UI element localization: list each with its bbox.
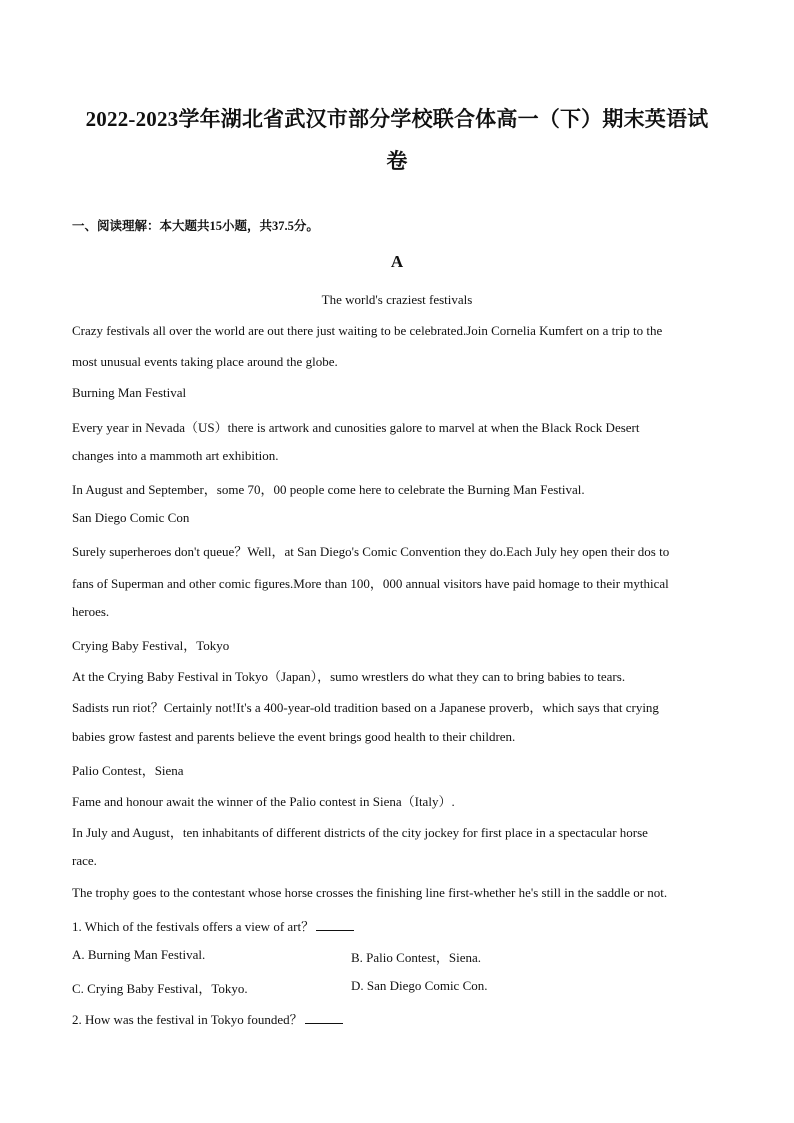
passage-title: The world's craziest festivals [321, 292, 473, 307]
paragraph-line: most unusual events taking place around the globe. [72, 354, 338, 369]
title-line-1: 2022-2023学年湖北省武汉市部分学校联合体高一（下）期末英语试 [85, 107, 709, 131]
paragraph-line: Crazy festivals all over the world are out there just waiting to be celebrated.Join Cornelia Kumfert on a trip to the [72, 323, 663, 338]
question-2-text: 2. How was the festival in Tokyo founded？ [72, 1012, 303, 1027]
paragraph-line: race. [72, 853, 97, 868]
paragraph-line: heroes. [72, 604, 110, 619]
paragraph-line: Fame and honour await the winner of the Palio contest in Siena（Italy）. [72, 794, 455, 809]
question-1-option-c: C. Crying Baby Festival，Tokyo. [72, 981, 248, 996]
question-1-option-d: D. San Diego Comic Con. [351, 978, 488, 993]
answer-blank[interactable] [305, 1012, 343, 1024]
question-1 [72, 916, 354, 935]
paragraph-line: The trophy goes to the contestant whose horse crosses the finishing line first-whether he's still in the saddle or not. [72, 885, 668, 900]
passage-label: A [390, 252, 404, 271]
paragraph-line: At the Crying Baby Festival in Tokyo（Japan），sumo wrestlers do what they can to bring babies to tears. [72, 669, 626, 684]
paragraph-line: babies grow fastest and parents believe the event brings good health to their children. [72, 729, 516, 744]
subheading-crying-baby: Crying Baby Festival，Tokyo [72, 638, 230, 653]
subheading-comic-con: San Diego Comic Con [72, 510, 190, 525]
subheading-palio: Palio Contest，Siena [72, 763, 184, 778]
paragraph-line: Every year in Nevada（US）there is artwork and cunosities galore to marvel at when the Black Rock Desert [72, 420, 640, 435]
question-1-option-a: A. Burning Man Festival. [72, 947, 206, 962]
question-1-text: 1. Which of the festivals offers a view of art？ [72, 919, 315, 934]
paragraph-line: changes into a mammoth art exhibition. [72, 448, 279, 463]
paragraph-line: Sadists run riot？Certainly not!It's a 400-year-old tradition based on a Japanese proverb，which says that crying [72, 700, 659, 715]
paragraph-line: In August and September，some 70，00 people come here to celebrate the Burning Man Festival. [72, 482, 585, 497]
paragraph-line: Surely superheroes don't queue？Well，at San Diego's Comic Convention they do.Each July hey open their dos to [72, 544, 670, 559]
document-title [60, 98, 734, 182]
section-heading: 一、阅读理解：本大题共15小题，共37.5分。 [72, 219, 319, 233]
answer-blank[interactable] [316, 919, 354, 931]
question-1-option-b: B. Palio Contest，Siena. [351, 950, 482, 965]
paragraph-line: fans of Superman and other comic figures.More than 100，000 annual visitors have paid homage to their mythical [72, 576, 669, 591]
question-2 [72, 1009, 343, 1028]
paragraph-line: In July and August，ten inhabitants of different districts of the city jockey for first place in a spectacular horse [72, 825, 648, 840]
subheading-burning-man: Burning Man Festival [72, 385, 187, 400]
title-line-2: 卷 [386, 149, 408, 173]
